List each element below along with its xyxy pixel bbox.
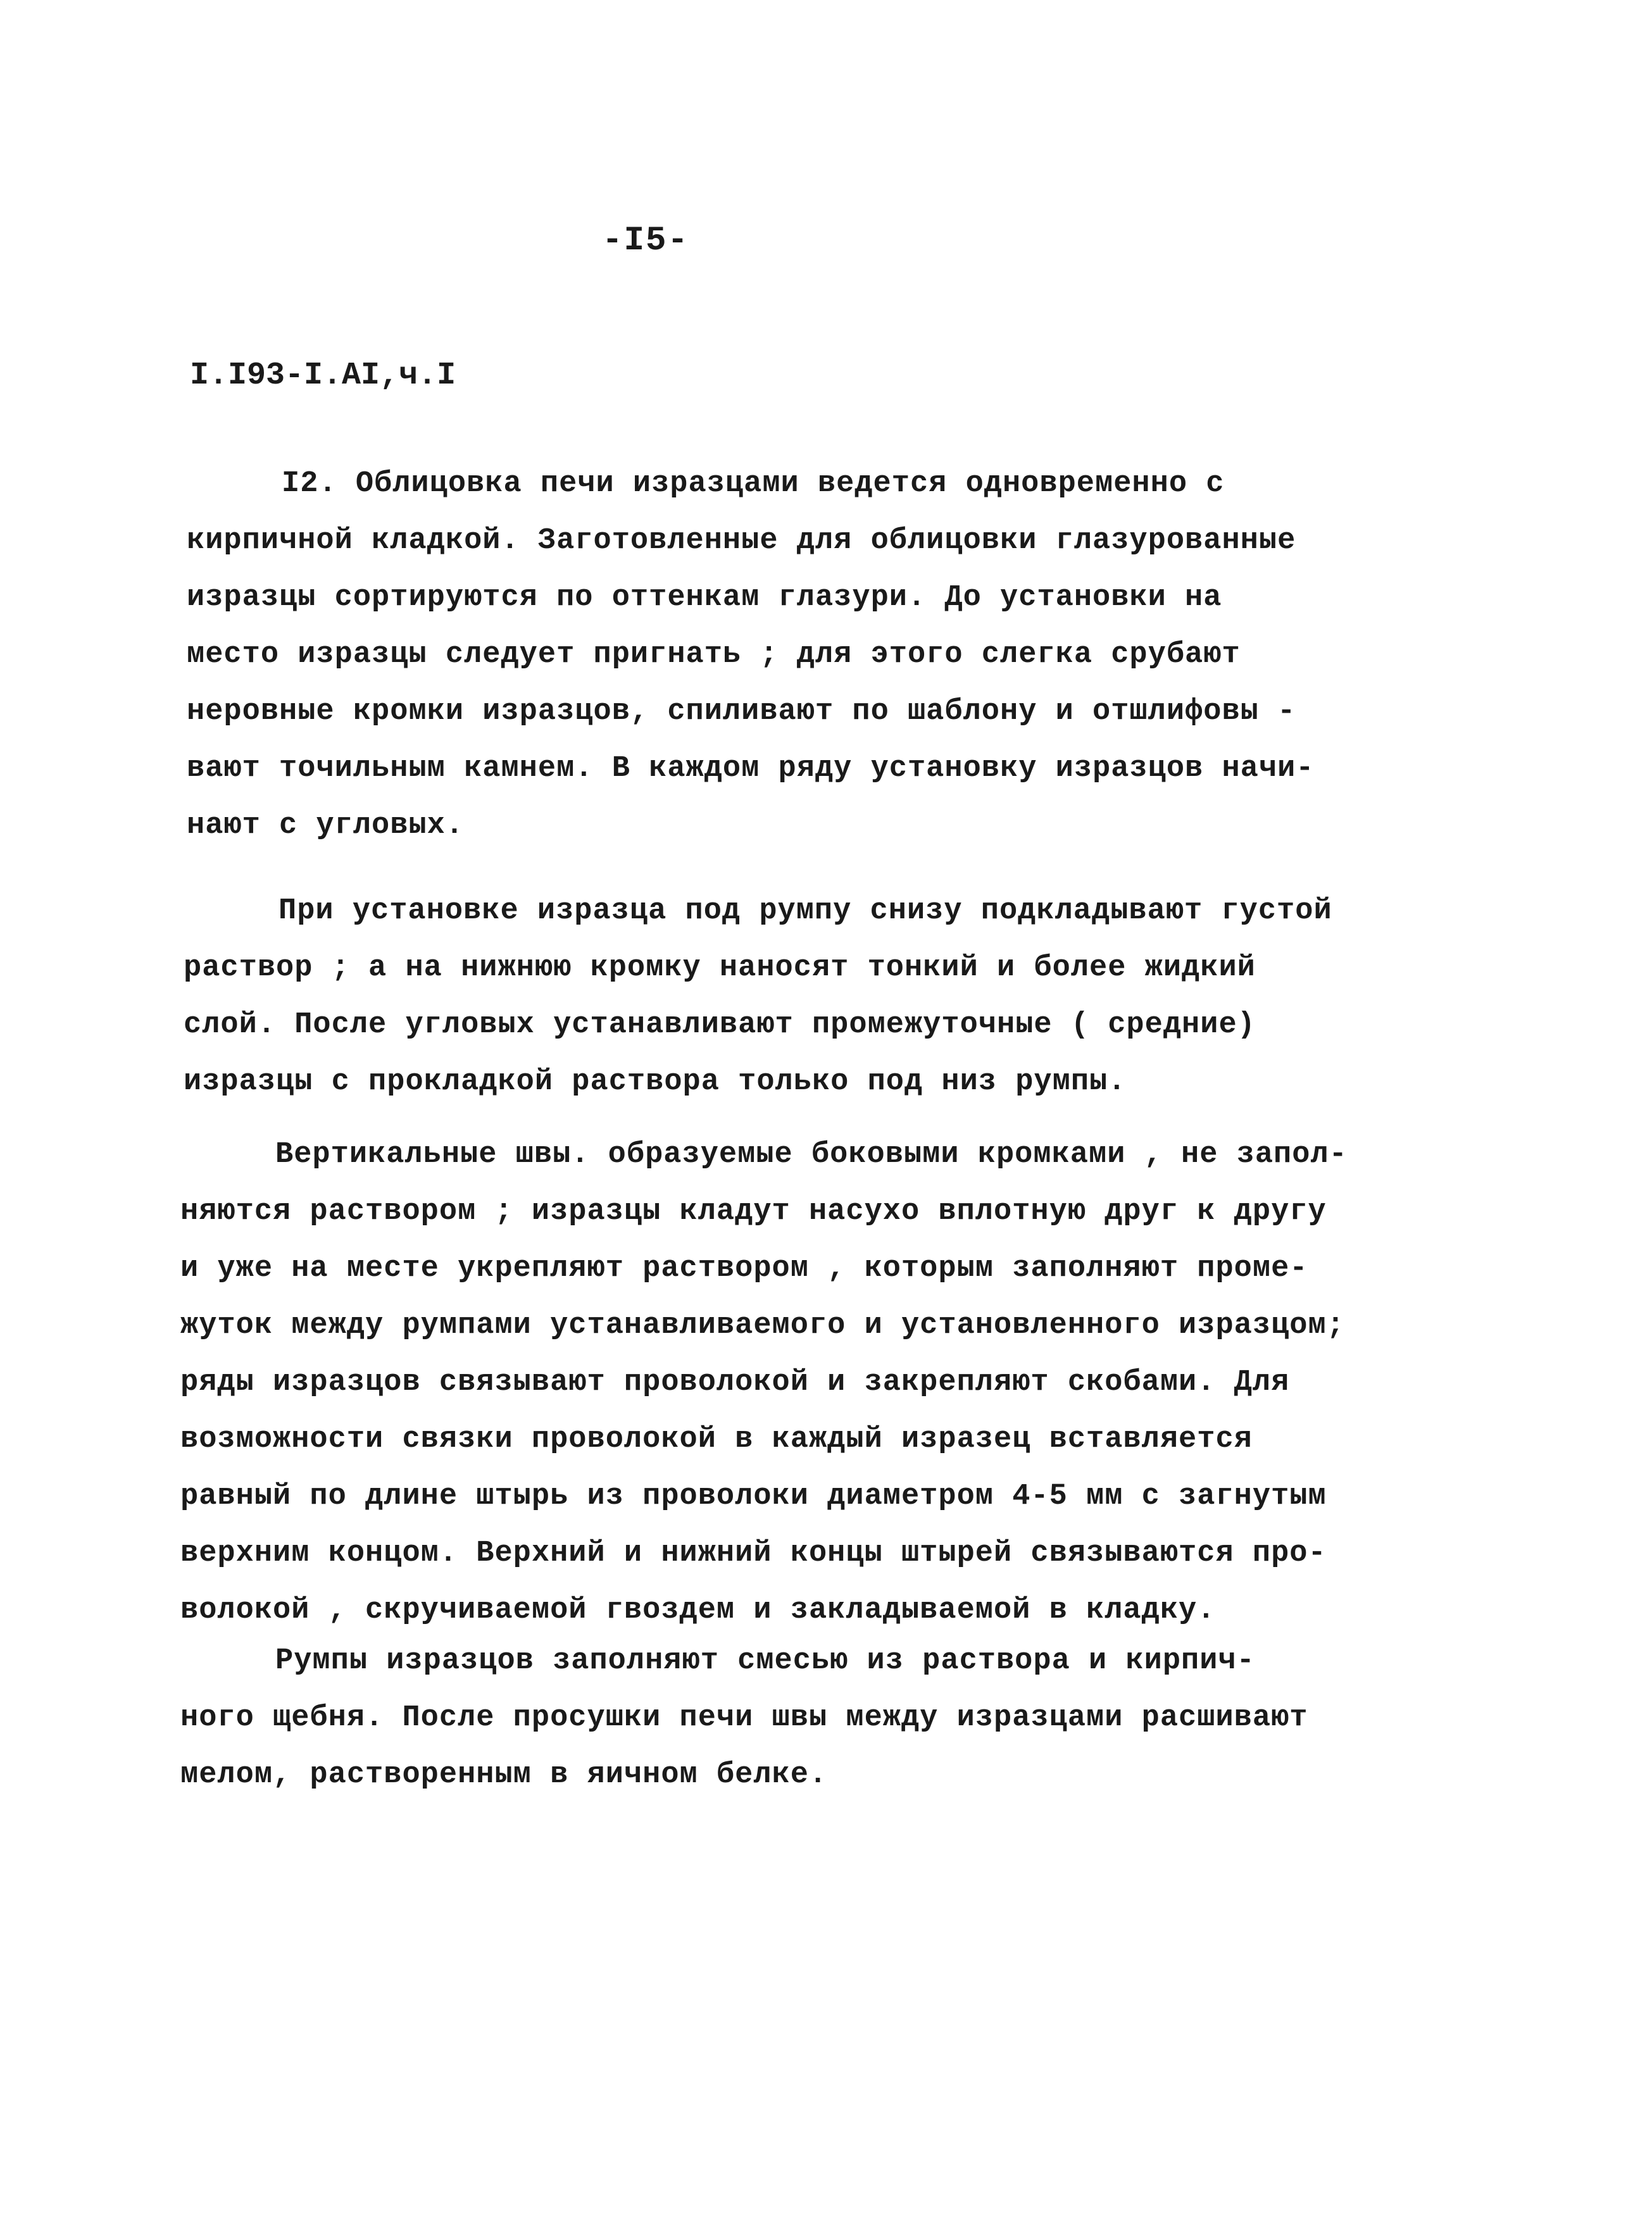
paragraph-line: слой. После угловых устанавливают промежуточные ( средние) [184, 1008, 1256, 1042]
paragraph-2 [184, 883, 1332, 1111]
paragraph-line: Вертикальные швы. образуемые боковыми кромками , не запол- [275, 1138, 1348, 1171]
paragraph-line: вают точильным камнем. В каждом ряду установку изразцов начи- [187, 752, 1315, 785]
paragraph-line: ряды изразцов связывают проволокой и закрепляют скобами. Для [180, 1366, 1290, 1399]
paragraph-line: изразцы с прокладкой раствора только под низ румпы. [184, 1065, 1127, 1099]
paragraph-line: возможности связки проволокой в каждый изразец вставляется [180, 1423, 1253, 1456]
paragraph-1 [187, 456, 1314, 854]
paragraph-line: равный по длине штырь из проволоки диаметром 4-5 мм с загнутым [180, 1480, 1327, 1513]
paragraph-line: няются раствором ; изразцы кладут насухо вплотную друг к другу [180, 1195, 1327, 1228]
page-number: -I5- [602, 222, 689, 260]
paragraph-line: верхним концом. Верхний и нижний концы штырей связываются про- [180, 1537, 1327, 1570]
paragraph-3 [180, 1127, 1348, 1639]
paragraph-line: раствор ; а на нижнюю кромку наносят тонкий и более жидкий [184, 951, 1256, 985]
paragraph-line: жуток между румпами устанавливаемого и установленного изразцом; [180, 1309, 1345, 1342]
paragraph-line: волокой , скручиваемой гвоздем и закладываемой в кладку. [180, 1594, 1216, 1627]
paragraph-line: изразцы сортируются по оттенкам глазури. До установки на [187, 581, 1222, 615]
paragraph-line: мелом, растворенным в яичном белке. [180, 1758, 828, 1792]
paragraph-line: ного щебня. После просушки печи швы между изразцами расшивают [180, 1701, 1308, 1735]
paragraph-line: I2. Облицовка печи изразцами ведется одновременно с [282, 467, 1225, 501]
paragraph-line: место изразцы следует пригнать ; для этого слегка срубают [187, 638, 1241, 671]
paragraph-line: нают с угловых. [187, 809, 465, 842]
paragraph-line: Румпы изразцов заполняют смесью из раствора и кирпич- [275, 1644, 1255, 1678]
paragraph-line: и уже на месте укрепляют раствором , которым заполняют проме- [180, 1252, 1308, 1285]
paragraph-4 [180, 1633, 1308, 1804]
paragraph-line: неровные кромки изразцов, спиливают по шаблону и отшлифовы - [187, 695, 1296, 728]
document-code: I.I93-I.AI,ч.I [190, 358, 456, 394]
paragraph-line: кирпичной кладкой. Заготовленные для облицовки глазурованные [187, 524, 1296, 558]
paragraph-line: При установке изразца под румпу снизу подкладывают густой [278, 894, 1332, 928]
